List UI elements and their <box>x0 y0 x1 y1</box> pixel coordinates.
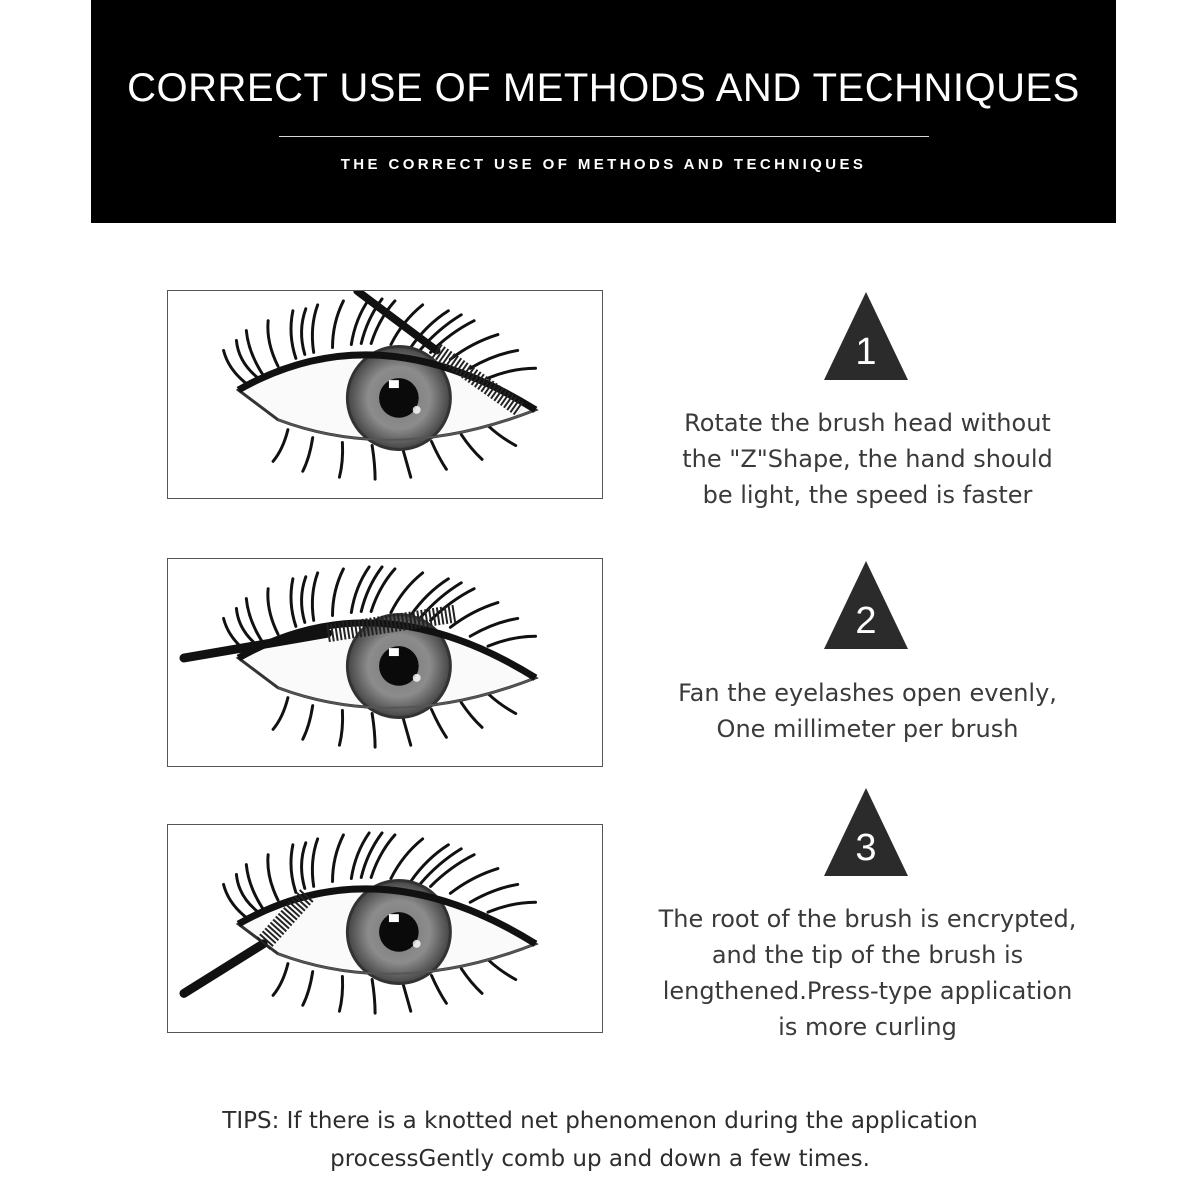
tips-text: TIPS: If there is a knotted net phenomenon during the application processGently comb up and down a few times. <box>222 1108 978 1172</box>
divider <box>279 136 929 137</box>
step-1-badge <box>824 292 908 380</box>
step-1-description: Rotate the brush head without the "Z"Shape, the hand should be light, the speed is faster <box>682 409 1053 509</box>
step-3-image <box>167 824 603 1033</box>
step-1-image <box>167 290 603 499</box>
step-2-description: Fan the eyelashes open evenly, One millimeter per brush <box>678 679 1057 743</box>
step-3-badge <box>824 788 908 876</box>
step-2-image <box>167 558 603 767</box>
step-2-number: 2 <box>855 600 877 642</box>
step-1-number: 1 <box>855 331 877 373</box>
page-title: CORRECT USE OF METHODS AND TECHNIQUES <box>127 66 1080 110</box>
step-2-badge <box>824 561 908 649</box>
page-subtitle: THE CORRECT USE OF METHODS AND TECHNIQUES <box>340 156 867 173</box>
eye-illustration-icon <box>168 559 602 766</box>
step-3-description: The root of the brush is encrypted, and the tip of the brush is lengthened.Press-type application is more curling <box>658 905 1077 1041</box>
eye-illustration-icon <box>168 825 602 1032</box>
eye-illustration-icon <box>168 291 602 498</box>
step-3-number: 3 <box>855 827 877 869</box>
header-banner <box>91 0 1116 223</box>
